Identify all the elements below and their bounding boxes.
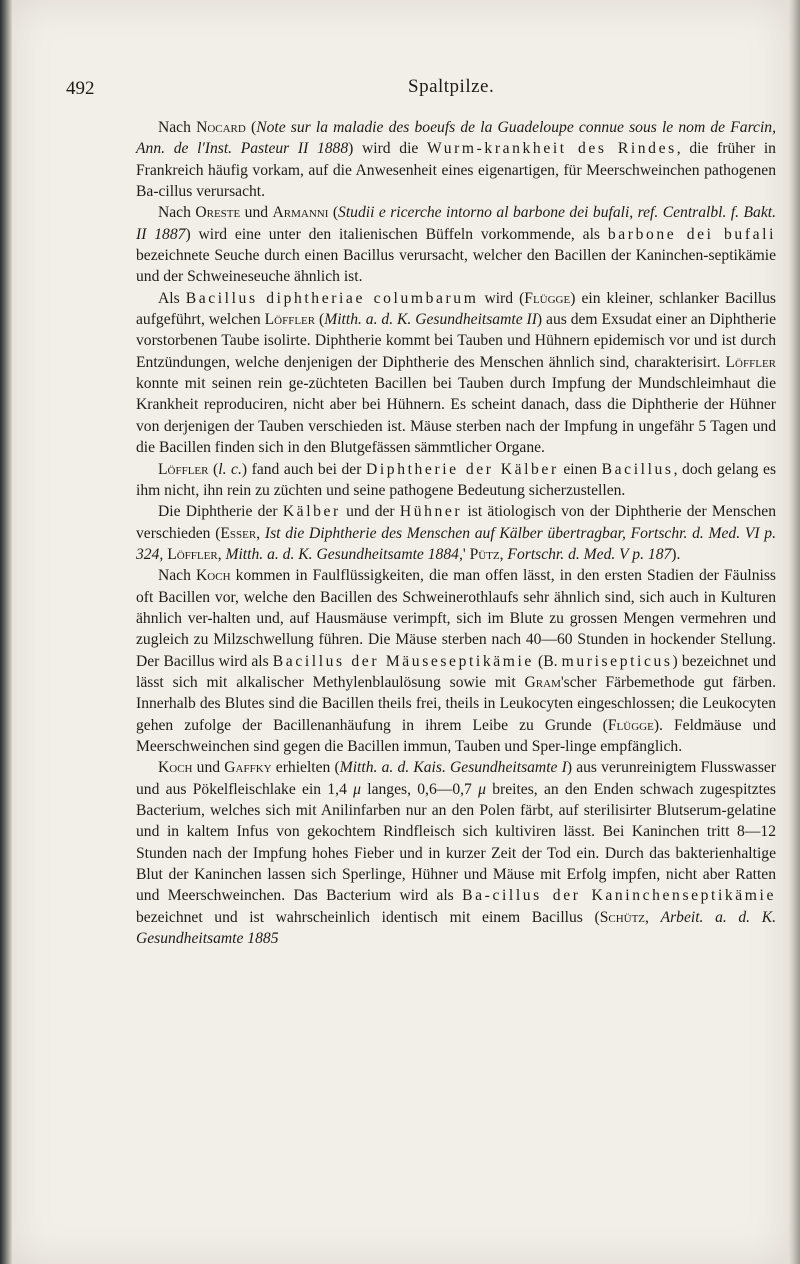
text-run: und	[192, 759, 225, 777]
text-run: Nocard	[196, 119, 246, 136]
text-run: Schütz	[599, 908, 646, 926]
text-run: ) ein kleiner, schlanker Bacillus aufgeführt, welchen	[136, 289, 776, 329]
text-run: μ	[353, 780, 361, 798]
text-run: ) wird die	[348, 140, 428, 158]
text-run: Fortschr. d. Med. V p. 187	[507, 545, 672, 563]
text-run: (	[245, 119, 257, 136]
text-run: ist ätiologisch von der Diphtherie der Menschen verschieden (	[136, 503, 776, 542]
text-run: Bacillus diphtheriae columbarum	[185, 289, 479, 307]
text-run: Flügge	[607, 716, 654, 734]
text-run: ,	[256, 524, 265, 542]
text-run: Flügge	[524, 289, 571, 307]
text-run: Pütz	[469, 545, 500, 563]
text-run: Bacillus	[601, 460, 674, 478]
text-run: Note sur la maladie des boeufs de la Guadeloupe connue sous le nom de Farcin, Ann. de l'Inst. Pasteur II 1888	[136, 119, 777, 158]
text-run: ) fand auch bei der	[241, 460, 366, 478]
text-run: ,	[499, 545, 508, 563]
paragraph	[136, 757, 776, 949]
text-run: murisepticus	[561, 652, 673, 670]
text-run: (	[328, 204, 339, 222]
text-run: Oreste	[195, 204, 241, 222]
text-run: Als	[158, 289, 186, 307]
text-run: Nach	[158, 204, 196, 222]
text-run: Löffler	[725, 353, 776, 371]
paragraph	[136, 459, 776, 502]
text-run: (B.	[533, 652, 562, 670]
text-run: Gaffky	[224, 759, 272, 777]
body-text	[136, 117, 776, 949]
text-run: Esser	[220, 524, 257, 542]
text-run: l. c.	[218, 460, 242, 478]
paragraph	[136, 202, 776, 287]
text-run: wird (	[478, 289, 525, 307]
page-number: 492	[66, 78, 95, 99]
text-run: breites, an den Enden schwach zugespitztes Bacterium, welches sich mit Anilinfarben nur an den Polen färbt, auf sterilisirter Blutserum-gelatine und in kaltem Infus von gekochtem Rindfleisch sich kultiviren lässt. Bei Kaninchen tritt 8—12 Stunden nach der Impfung hohes Fieber und in kurzer Zeit der Tod ein. Durch das bakterienhaltige Blut der Kaninchen lassen sich Sperlinge, Hühner und Mäuse mit Erfolg impfen, nicht aber Ratten und Meerschweinchen. Das Bacterium wird als	[136, 780, 776, 905]
text-run: Gram	[524, 673, 561, 691]
paragraph	[136, 501, 776, 565]
text-run: (	[208, 460, 219, 478]
text-run: Löffler	[264, 311, 316, 329]
text-run: und der	[340, 503, 400, 521]
text-run: , doch gelang es ihm nicht, ihn rein zu züchten und seine pathogene Bedeutung sicherzustellen.	[136, 460, 777, 499]
text-run: '	[462, 545, 470, 563]
scan-binding-edge	[0, 0, 12, 1264]
paragraph	[136, 117, 776, 202]
text-run: einen	[558, 460, 602, 478]
paragraph	[136, 565, 776, 757]
book-page	[12, 0, 788, 1264]
text-run: Bacillus der Mäuseseptikämie	[272, 652, 534, 670]
text-run: langes, 0,6—0,7	[360, 780, 479, 798]
text-run: 'scher Färbemethode gut färben. Innerhalb des Blutes sind die Bacillen theils frei, theils in Leukocyten eingeschlossen; die Leukocyten gehen zufolge der Bacillenanhäufung in ihrem Leibe zu Grunde (	[136, 673, 776, 734]
text-run: Koch	[158, 759, 193, 777]
text-run: ,	[645, 908, 661, 926]
running-head: Spaltpilze.	[408, 76, 495, 97]
text-run: Löffler	[167, 545, 218, 563]
text-run: ).	[671, 545, 681, 563]
text-run: kommen in Faulflüssigkeiten, die man offen lässt, in den ersten Stadien der Fäulniss oft Bacillen vor, welche den Bacillen des Schweinerothlaufs sehr ähnlich sind, sich auch in Kulturen ähnlich ver-halten und, auf Hausmäuse verimpft, sich im Blute zu grossen Mengen vermehren und zugleich zu Milzschwellung führen. Die Mäuse sterben nach 40—60 Stunden in hockender Stellung. Der Bacillus wird als	[136, 567, 776, 670]
text-run: bezeichnete Seuche durch einen Bacillus verursacht, welcher den Bacillen der Kaninchen-septikämie und der Schweineseuche ähnlich ist.	[136, 247, 776, 286]
text-run: Koch	[196, 567, 231, 585]
text-run: , die früher in Frankreich häufig vorkam, auf die Anwesenheit eines eigenartigen, für Meerschweinchen pathogenen Ba-cillus verursacht.	[136, 140, 776, 201]
text-run: ,	[217, 545, 226, 563]
text-run: Kälber	[282, 503, 341, 521]
text-run: Mitth. a. d. K. Gesundheitsamte II	[324, 311, 537, 329]
paragraph	[136, 288, 776, 459]
text-run: ). Feldmäuse und Meerschweinchen sind gegen die Bacillen immun, Tauben und Sper-linge empfänglich.	[136, 716, 776, 755]
text-run: μ	[478, 780, 486, 798]
text-run: Armanni	[272, 204, 329, 222]
text-run: Mitth. a. d. Kais. Gesundheitsamte I	[339, 759, 567, 777]
page-header	[48, 78, 760, 106]
text-run: Ba-cillus der Kaninchenseptikämie	[462, 887, 776, 905]
text-run: erhielten (	[271, 759, 340, 777]
text-run: Nach	[158, 567, 197, 585]
text-run: konnte mit seinen rein ge-züchteten Bacillen bei Tauben durch Impfung der Mundschleimhaut die Krankheit reproduciren, nicht aber bei Hühnern. Es scheint danach, dass die Diphtherie der Hühner von derjenigen der Tauben verschieden ist. Mäuse sterben nach der Impfung in ungefähr 5 Tagen und die Bacillen finden sich in den Blutgefässen sämmtlicher Organe.	[136, 375, 776, 457]
text-run: bezeichnet und ist wahrscheinlich identisch mit einem Bacillus (	[136, 908, 600, 926]
text-run: ) aus verunreinigtem Flusswasser und aus Pökelfleischlake ein 1,4	[136, 759, 776, 798]
text-run: Studii e ricerche intorno al barbone dei bufali, ref. Centralbl. f. Bakt. II 1887	[136, 204, 776, 243]
text-run: Ist die Diphtherie des Menschen auf Kälber übertragbar, Fortschr. d. Med. VI p. 324,	[136, 524, 777, 563]
text-run: Die Diphtherie der	[158, 503, 283, 521]
text-run: Diphtherie der Kälber	[366, 460, 559, 478]
text-run: Löffler	[158, 460, 209, 478]
text-run: ) aus dem Exsudat einer an Diphtherie vorstorbenen Taube isolirte. Diphtherie kommt bei Tauben und Hühnern epidemisch vor und ist durch Entzündungen, welche denjenigen der Diphtherie des Menschen ähnlich sind, charakterisirt.	[136, 311, 777, 371]
text-run: Arbeit. a. d. K. Gesundheitsamte 1885	[136, 908, 777, 948]
text-run: Nach	[158, 119, 197, 136]
text-run: ) wird eine unter den italienischen Büffeln vorkommende, als	[185, 225, 608, 243]
text-run: Hühner	[399, 503, 463, 521]
scan-page-edge	[788, 0, 800, 1264]
text-run: ) bezeichnet und lässt sich mit alkalischer Methylenblaulösung sowie mit	[136, 652, 776, 691]
text-run: Wurm-krankheit des Rindes	[427, 140, 677, 158]
text-run: Mitth. a. d. K. Gesundheitsamte 1884,	[225, 545, 463, 563]
text-run: (	[315, 311, 325, 329]
text-run: barbone dei bufali	[607, 225, 777, 243]
text-run: und	[240, 204, 273, 222]
